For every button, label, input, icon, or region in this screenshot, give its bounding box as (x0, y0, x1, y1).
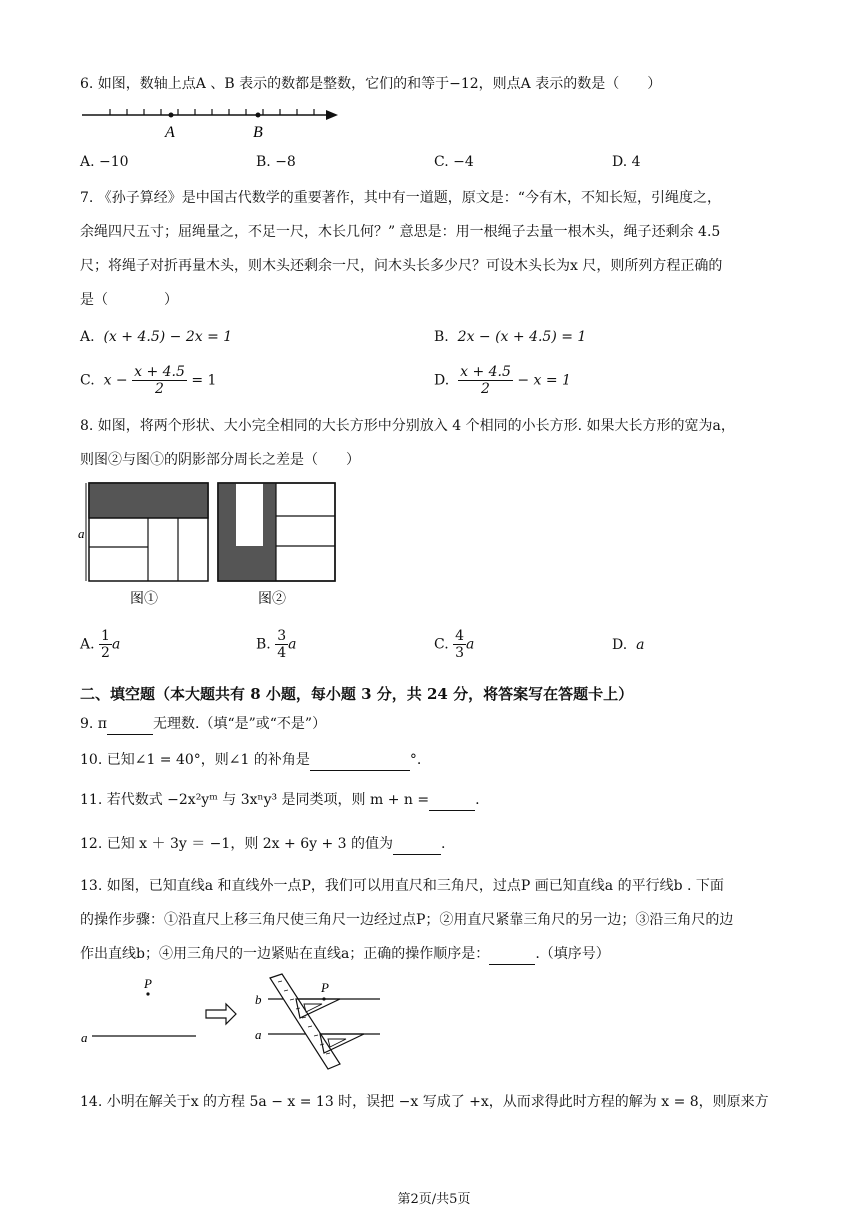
q7-line-1: 7. 《孙子算经》是中国古代数学的重要著作，其中有一道题，原文是：“今有木，不知长短，引绳度之， (80, 190, 721, 206)
left-label-a: a (81, 1030, 88, 1045)
q6-option-c: C. −4 (434, 154, 474, 170)
q8-line-1: 8. 如图，将两个形状、大小完全相同的大长方形中分别放入 4 个相同的小长方形. 如果大长方形的宽为a， (80, 418, 735, 434)
q12: 12. 已知 x ＋ 3y ＝ −1，则 2x + 6y + 3 的值为 . (80, 834, 445, 855)
q13-line-1: 13. 如图，已知直线a 和直线外一点P，我们可以用直尺和三角尺，过点P 画已知直线a 的平行线b . 下面 (80, 878, 724, 894)
q10-answer-blank (310, 750, 410, 771)
q6-option-a: A. −10 (80, 154, 129, 170)
q7-line-3: 尺；将绳子对折再量木头，则木头还剩余一尺，问木头长多少尺？可设木头长为x 尺，则所列方程正确的 (80, 258, 723, 274)
rectangles-figure (76, 480, 346, 610)
point-b-label: B (253, 124, 263, 141)
q7-line-2: 余绳四尺五寸；屈绳量之，不足一尺，木长几何？” 意思是：用一根绳子去量一根木头，绳子还剩余 4.5 (80, 224, 721, 240)
q14-line-1: 14. 小明在解关于x 的方程 5a − x = 13 时，误把 −x 写成了 +x，从而求得此时方程的解为 x = 8，则原来方 (80, 1094, 769, 1110)
q8-option-d: D. a (612, 637, 645, 653)
q9-answer-blank (107, 714, 153, 735)
left-label-p: P (144, 976, 152, 991)
q7-option-b-formula: 2x − (x + 4.5) = 1 (457, 329, 587, 345)
right-label-a: a (255, 1027, 262, 1042)
q7-option-a-formula: (x + 4.5) − 2x = 1 (103, 329, 233, 345)
right-label-b: b (255, 992, 262, 1007)
q7-option-d: D. $\frac{x + 4.5}{2}$ − x = 1 (434, 364, 571, 397)
q13-line-2: 的操作步骤：①沿直尺上移三角尺使三角尺一边经过点P；②用直尺紧靠三角尺的另一边；③沿三角尺的边 (80, 912, 734, 928)
parallel-line-construction-figure (78, 972, 388, 1072)
q8-line-2: 则图②与图①的阴影部分周长之差是（ ） (80, 452, 360, 468)
q13-line-3: 作出直线b；④用三角尺的一边紧贴在直线a；正确的操作顺序是： .（填序号） (80, 944, 610, 965)
number-line-figure (80, 104, 342, 142)
q8-option-c: C. $\frac{4}{3}$ a (434, 628, 475, 661)
q8-option-a: A. $\frac{1}{2}$ a (80, 628, 121, 661)
q7-option-b: B. 2x − (x + 4.5) = 1 (434, 329, 587, 345)
q10: 10. 已知∠1 = 40°，则∠1 的补角是 °. (80, 750, 421, 771)
q11: 11. 若代数式 −2x²yᵐ 与 3xⁿy³ 是同类项，则 m + n = . (80, 790, 480, 811)
side-a-label: a (78, 526, 85, 541)
q7-option-a: A. (x + 4.5) − 2x = 1 (80, 329, 233, 345)
q8-option-b: B. $\frac{3}{4}$ a (256, 628, 297, 661)
q11-answer-blank (429, 790, 475, 811)
q6-option-d: D. 4 (612, 154, 641, 170)
q6-option-b: B. −8 (256, 154, 296, 170)
point-a-label: A (165, 124, 175, 141)
q9: 9. π 无理数.（填“是”或“不是”） (80, 714, 326, 735)
fig2-caption: 图② (258, 591, 286, 607)
fig1-caption: 图① (130, 591, 158, 607)
q12-answer-blank (393, 834, 441, 855)
q6-stem: 6. 如图，数轴上点A 、B 表示的数都是整数，它们的和等于−12，则点A 表示的数是（ ） (80, 76, 662, 92)
right-label-p: P (321, 980, 329, 995)
q7-line-4: 是（ ） (80, 292, 178, 308)
page-number: 第2页/共5页 (397, 1192, 471, 1207)
section-2-heading: 二、填空题（本大题共有 8 小题，每小题 3 分，共 24 分，将答案写在答题卡上） (80, 685, 634, 703)
q13-answer-blank (489, 944, 535, 965)
q7-option-c: C. x − $\frac{x + 4.5}{2}$ = 1 (80, 364, 217, 397)
